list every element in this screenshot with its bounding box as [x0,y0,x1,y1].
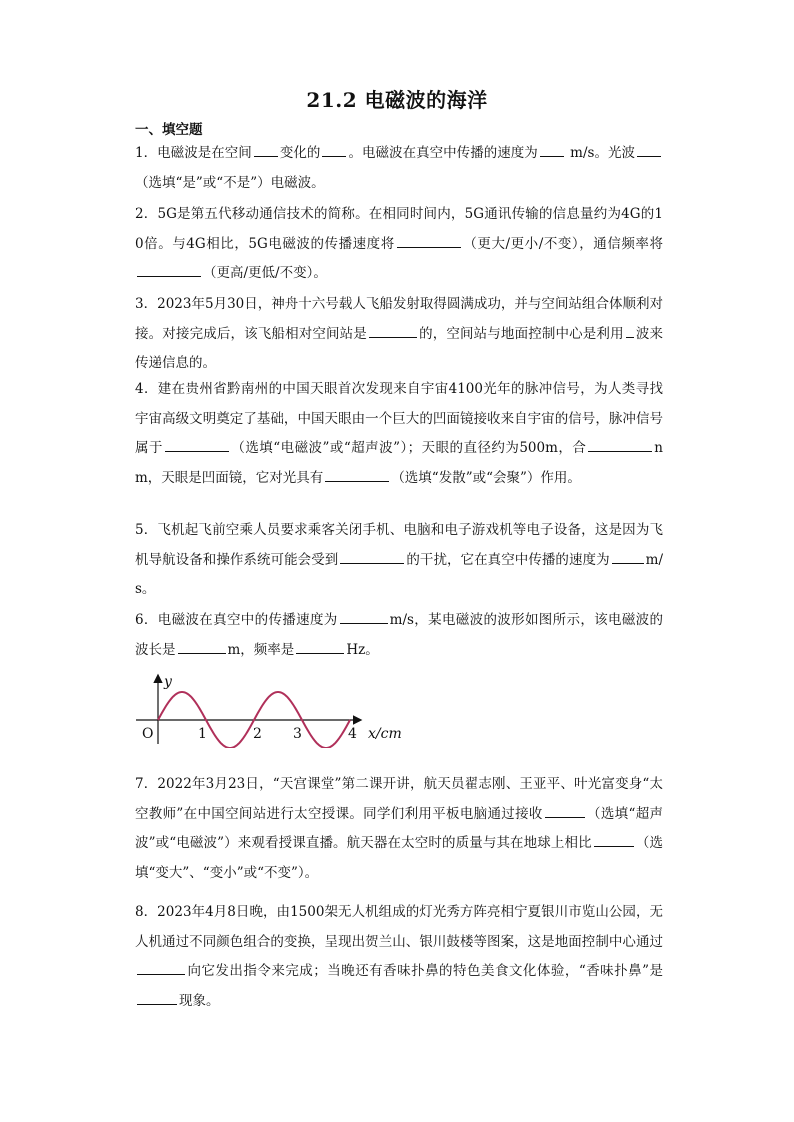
q7-blank-1[interactable] [545,802,585,818]
q2-blank-1[interactable] [397,232,461,248]
tick-label-3: 3 [293,726,302,742]
q3-blank-1[interactable] [369,322,417,338]
q6-blank-1[interactable] [340,608,388,624]
question-4 [135,375,663,493]
tick-label-4: 4 [348,726,357,742]
origin-label: O [142,726,154,742]
wave-figure [130,668,420,752]
q7-text-a: 7．2022年3月23日，“天宫课堂”第二课开讲，航天员翟志刚、王亚平、叶光富变身“太空教师”在中国空间站进行太空授课。同学们利用平板电脑通过接收 [135,776,663,822]
section-heading: 一、填空题 [135,122,203,138]
q8-blank-2[interactable] [137,989,177,1005]
q6-text-a: 6．电磁波在真空中的传播速度为 [135,612,338,628]
q5-text-b: 的干扰，它在真空中传播的速度为 [406,551,610,568]
q1-blank-4[interactable] [637,141,661,157]
q7-text-c: （选填“变大”、“变小”或“不变”）。 [135,835,663,881]
q3-text-b: 的，空间站与地面控制中心是利用 [418,325,624,342]
question-6 [135,606,663,665]
q6-text-d: Hz。 [346,641,379,658]
q3-blank-2[interactable] [626,322,634,338]
q5-text-a: 5．飞机起飞前空乘人员要求乘客关闭手机、电脑和电子游戏机等电子设备，这是因为飞机导航设备和操作系统可能会受到 [135,522,663,568]
q8-text-a: 8．2023年4月8日晚，由1500架无人机组成的灯光秀方阵亮相宁夏银川市览山公园，无人机通过不同颜色组合的变换，呈现出贺兰山、银川鼓楼等图案，这是地面控制中心通过 [135,904,663,950]
q5-text-c: m/s。 [135,551,664,598]
q4-blank-1[interactable] [165,436,229,452]
q6-text-b: m/s，某电磁波的波形如图所示，该电磁波的波长是 [135,612,664,658]
q4-text-b: （选填“电磁波”或“超声波”）；天眼的直径约为500m，合 [230,440,587,457]
q2-text-a: 2．5G是第五代移动通信技术的简称。在相同时间内，5G通讯传输的信息量约为4G的10倍。与4G相比，5G电磁波的传播速度将 [135,206,663,252]
q6-blank-3[interactable] [296,638,344,654]
x-axis-label: x/cm [368,726,402,742]
q6-text-c: m，频率是 [227,641,295,658]
question-7 [135,770,663,888]
q2-text-b: （更大/更小/不变），通信频率将 [462,235,663,252]
q4-text-d: （选填“发散”或“会聚”）作用。 [391,469,581,486]
q4-text-c: nm，天眼是凹面镜，它对光具有 [135,440,663,486]
y-axis-label: y [164,674,172,690]
q7-text-b: （选填“超声波”或“电磁波”）来观看授课直播。航天器在太空时的质量与其在地球上相比 [135,805,664,852]
q5-blank-1[interactable] [340,548,404,564]
q5-blank-2[interactable] [612,548,644,564]
q1-blank-1[interactable] [254,141,278,157]
q1-text-e: （选填“是”或“不是”）电磁波。 [135,174,325,191]
q7-blank-2[interactable] [594,831,634,847]
question-5 [135,516,663,605]
q1-blank-3[interactable] [540,141,564,157]
question-2 [135,200,663,289]
question-1 [135,139,663,198]
q1-text-c: 。电磁波在真空中传播的速度为 [348,145,538,161]
tick-label-1: 1 [198,726,207,742]
wave-graph [130,668,420,748]
q3-text-c: 波来传递信息的。 [135,325,664,372]
q2-blank-2[interactable] [137,261,201,277]
q1-blank-2[interactable] [322,141,346,157]
q4-text-a: 4．建在贵州省黔南州的中国天眼首次发现来自宇宙4100光年的脉冲信号，为人类寻找宇宙高级文明奠定了基础，中国天眼由一个巨大的凹面镜接收来自宇宙的信号，脉冲信号属于 [135,381,663,457]
q4-blank-2[interactable] [588,436,652,452]
q1-text-b: 变化的 [279,145,321,161]
q8-text-c: 现象。 [179,992,220,1009]
q1-text-d: m/s。光波 [565,145,636,161]
q3-text-a: 3．2023年5月30日，神舟十六号载人飞船发射取得圆满成功，并与空间站组合体顺利对接。对接完成后，该飞船相对空间站是 [135,296,663,342]
tick-label-2: 2 [253,726,262,742]
page-title: 21.2 电磁波的海洋 [306,88,488,112]
q1-text-a: 1．电磁波是在空间 [135,145,252,161]
q8-text-b: 向它发出指令来完成；当晚还有香味扑鼻的特色美食文化体验，“香味扑鼻”是 [187,963,663,980]
q2-text-c: （更高/更低/不变）。 [203,265,327,282]
q6-blank-2[interactable] [178,638,226,654]
question-3 [135,290,663,379]
q8-blank-1[interactable] [137,959,185,975]
q4-blank-3[interactable] [325,466,389,482]
question-8 [135,898,663,1016]
